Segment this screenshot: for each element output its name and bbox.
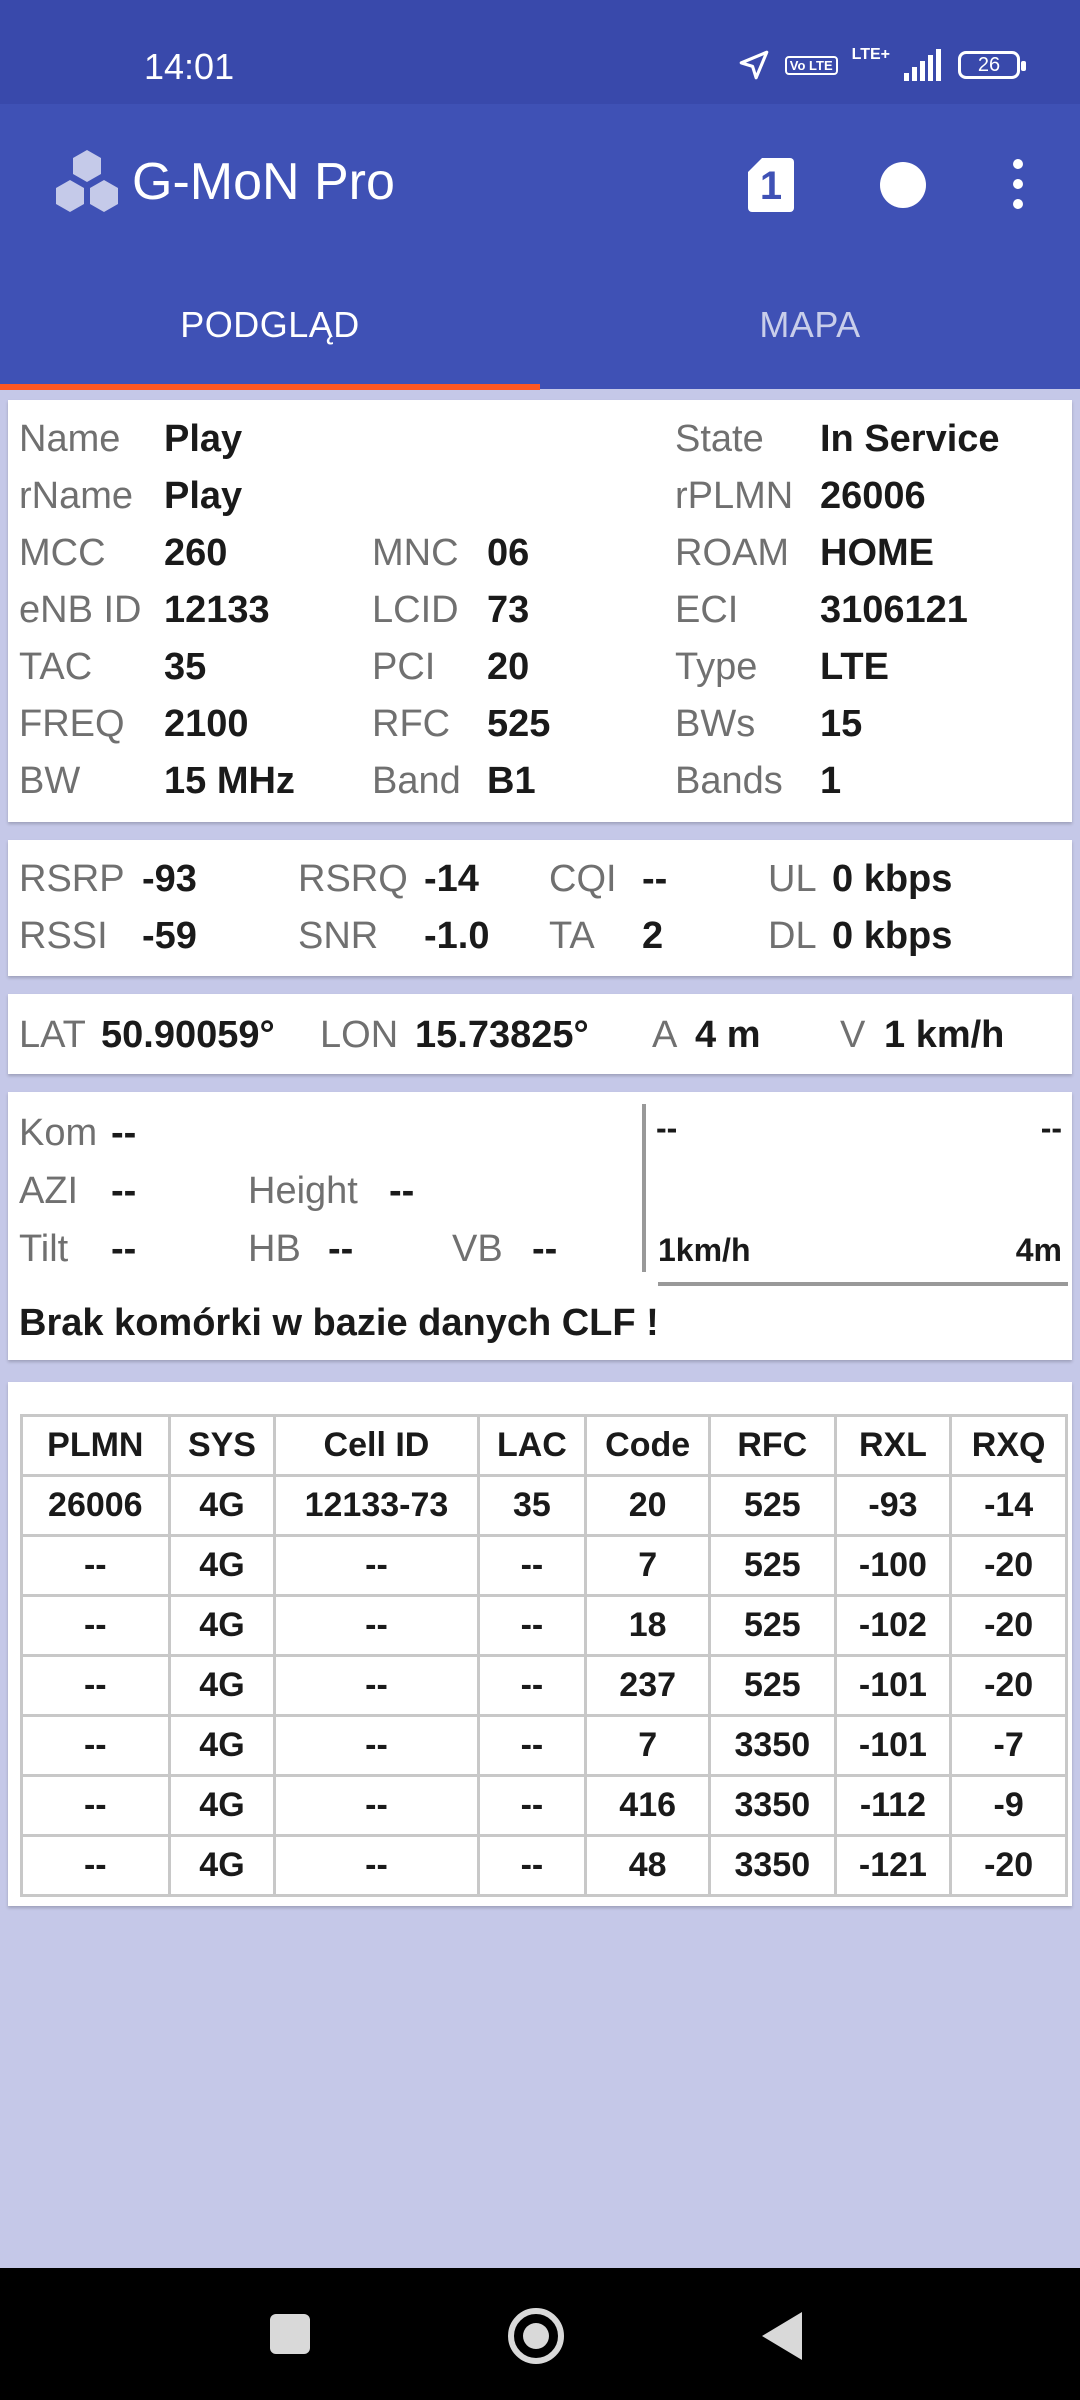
rssi-value: -59 xyxy=(142,915,197,957)
location-card xyxy=(8,994,1072,1074)
mnc-label: MNC xyxy=(372,532,459,574)
band-label: Band xyxy=(372,760,461,802)
table-cell: -101 xyxy=(835,1656,951,1716)
enb-id-value: 12133 xyxy=(164,589,270,631)
vertical-divider xyxy=(642,1104,646,1272)
table-row xyxy=(22,1836,1067,1896)
state-label: State xyxy=(675,418,764,460)
table-cell: 525 xyxy=(710,1536,836,1596)
table-cell: -7 xyxy=(951,1716,1067,1776)
type-label: Type xyxy=(675,646,758,688)
table-cell: -- xyxy=(22,1656,170,1716)
table-cell: -- xyxy=(478,1656,586,1716)
table-cell: 525 xyxy=(710,1596,836,1656)
horizontal-divider xyxy=(658,1282,1068,1286)
table-cell: -102 xyxy=(835,1596,951,1656)
type-value: LTE xyxy=(820,646,889,688)
mnc-value: 06 xyxy=(487,532,530,574)
hb-label: HB xyxy=(248,1228,301,1270)
back-icon[interactable] xyxy=(762,2312,802,2360)
mcc-value: 260 xyxy=(164,532,228,574)
table-row xyxy=(22,1536,1067,1596)
table-cell: -- xyxy=(478,1776,586,1836)
table-cell: 4G xyxy=(169,1776,275,1836)
accuracy-value: 4 m xyxy=(695,1014,761,1056)
tab-map[interactable]: MAPA xyxy=(759,304,861,345)
table-cell: 20 xyxy=(586,1476,710,1536)
signal-icon xyxy=(904,49,944,81)
table-cell: -- xyxy=(22,1536,170,1596)
height-label: Height xyxy=(248,1170,358,1212)
table-cell: -14 xyxy=(951,1476,1067,1536)
speed-value: 1km/h xyxy=(658,1232,751,1268)
status-time: 14:01 xyxy=(144,46,235,87)
kom-value: -- xyxy=(111,1112,137,1154)
tab-overview[interactable]: PODGLĄD xyxy=(180,304,360,345)
table-cell: -20 xyxy=(951,1536,1067,1596)
column-header: SYS xyxy=(169,1416,275,1476)
table-cell: 4G xyxy=(169,1836,275,1896)
status-bar xyxy=(0,0,1080,104)
table-cell: 4G xyxy=(169,1656,275,1716)
state-value: In Service xyxy=(820,418,1000,460)
table-cell: -100 xyxy=(835,1536,951,1596)
table-row xyxy=(22,1656,1067,1716)
vb-value: -- xyxy=(532,1228,558,1270)
table-cell: 4G xyxy=(169,1536,275,1596)
rplmn-label: rPLMN xyxy=(675,475,794,517)
table-cell: -- xyxy=(478,1536,586,1596)
table-cell: 525 xyxy=(710,1656,836,1716)
home-icon[interactable] xyxy=(508,2308,564,2364)
kom-label: Kom xyxy=(19,1112,98,1154)
table-cell: -101 xyxy=(835,1716,951,1776)
tac-label: TAC xyxy=(19,646,93,688)
table-cell: -20 xyxy=(951,1836,1067,1896)
snr-value: -1.0 xyxy=(424,915,490,957)
table-cell: 3350 xyxy=(710,1836,836,1896)
hexagon-logo-icon xyxy=(52,148,122,218)
table-cell: -20 xyxy=(951,1596,1067,1656)
status-icons xyxy=(737,48,1020,82)
snr-label: SNR xyxy=(298,915,379,957)
table-row xyxy=(22,1476,1067,1536)
lcid-value: 73 xyxy=(487,589,530,631)
neighbors-table xyxy=(20,1414,1068,1897)
table-cell: -- xyxy=(275,1776,478,1836)
table-cell: 3350 xyxy=(710,1716,836,1776)
volte-icon: Vo LTE xyxy=(785,56,838,75)
ul-value: 0 kbps xyxy=(832,858,953,900)
tab-indicator xyxy=(0,384,540,390)
table-cell: 3350 xyxy=(710,1776,836,1836)
velocity-label: V xyxy=(840,1014,866,1056)
table-cell: 35 xyxy=(478,1476,586,1536)
lon-value: 15.73825° xyxy=(415,1014,589,1056)
table-cell: 4G xyxy=(169,1716,275,1776)
table-cell: -- xyxy=(275,1716,478,1776)
neighbors-card xyxy=(8,1382,1072,1906)
rfc-label: RFC xyxy=(372,703,451,745)
cqi-label: CQI xyxy=(549,858,617,900)
column-header: Cell ID xyxy=(275,1416,478,1476)
azi-value: -- xyxy=(111,1170,137,1212)
enb-id-label: eNB ID xyxy=(19,589,142,631)
table-cell: 12133-73 xyxy=(275,1476,478,1536)
bw-label: BW xyxy=(19,760,81,802)
cell-info-card xyxy=(8,400,1072,822)
table-cell: -- xyxy=(478,1596,586,1656)
signal-card xyxy=(8,840,1072,976)
rsrq-value: -14 xyxy=(424,858,479,900)
rsrq-label: RSRQ xyxy=(298,858,408,900)
bws-value: 15 xyxy=(820,703,863,745)
band-value: B1 xyxy=(487,760,536,802)
table-cell: -- xyxy=(478,1836,586,1896)
pci-value: 20 xyxy=(487,646,530,688)
column-header: Code xyxy=(586,1416,710,1476)
table-cell: 237 xyxy=(586,1656,710,1716)
accuracy-label: A xyxy=(652,1014,678,1056)
app-bar xyxy=(0,104,1080,389)
location-arrow-icon xyxy=(737,48,771,82)
mcc-label: MCC xyxy=(19,532,106,574)
table-cell: 4G xyxy=(169,1476,275,1536)
table-cell: -112 xyxy=(835,1776,951,1836)
rssi-label: RSSI xyxy=(19,915,108,957)
table-cell: -- xyxy=(275,1836,478,1896)
table-cell: 525 xyxy=(710,1476,836,1536)
table-cell: -- xyxy=(275,1596,478,1656)
tilt-label: Tilt xyxy=(19,1228,69,1270)
column-header: RXQ xyxy=(951,1416,1067,1476)
velocity-value: 1 km/h xyxy=(884,1014,1005,1056)
table-cell: -- xyxy=(22,1836,170,1896)
lat-value: 50.90059° xyxy=(101,1014,275,1056)
table-cell: -9 xyxy=(951,1776,1067,1836)
roam-value: HOME xyxy=(820,532,934,574)
height-value: -- xyxy=(389,1170,415,1212)
rname-label: rName xyxy=(19,475,134,517)
table-cell: -93 xyxy=(835,1476,951,1536)
table-cell: 26006 xyxy=(22,1476,170,1536)
cqi-value: -- xyxy=(642,858,668,900)
network-type: LTE+ xyxy=(851,46,890,63)
rplmn-value: 26006 xyxy=(820,475,926,517)
table-cell: -- xyxy=(22,1716,170,1776)
azi-label: AZI xyxy=(19,1170,79,1212)
table-cell: 18 xyxy=(586,1596,710,1656)
table-cell: 48 xyxy=(586,1836,710,1896)
record-icon[interactable] xyxy=(880,162,926,208)
bands-value: 1 xyxy=(820,760,842,802)
table-row xyxy=(22,1716,1067,1776)
navigation-bar xyxy=(0,2268,1080,2400)
ta-label: TA xyxy=(549,915,595,957)
battery-icon: 26 xyxy=(958,51,1020,79)
clf-message: Brak komórki w bazie danych CLF ! xyxy=(19,1302,659,1344)
rsrp-label: RSRP xyxy=(19,858,125,900)
table-cell: 7 xyxy=(586,1716,710,1776)
rname-value: Play xyxy=(164,475,243,517)
table-cell: -- xyxy=(478,1716,586,1776)
table-cell: -- xyxy=(275,1536,478,1596)
cell-database-card xyxy=(8,1092,1072,1360)
table-cell: -- xyxy=(22,1776,170,1836)
table-row xyxy=(22,1596,1067,1656)
table-cell: 4G xyxy=(169,1596,275,1656)
column-header: RXL xyxy=(835,1416,951,1476)
eci-value: 3106121 xyxy=(820,589,968,631)
tilt-value: -- xyxy=(111,1228,137,1270)
table-header-row xyxy=(22,1416,1067,1476)
hb-value: -- xyxy=(328,1228,354,1270)
column-header: LAC xyxy=(478,1416,586,1476)
table-cell: -- xyxy=(22,1596,170,1656)
eci-label: ECI xyxy=(675,589,739,631)
name-label: Name xyxy=(19,418,121,460)
vb-label: VB xyxy=(452,1228,503,1270)
table-cell: -20 xyxy=(951,1656,1067,1716)
rfc-value: 525 xyxy=(487,703,551,745)
table-row xyxy=(22,1776,1067,1836)
mini-chart-top-left: -- xyxy=(656,1110,678,1146)
lon-label: LON xyxy=(320,1014,399,1056)
lcid-label: LCID xyxy=(372,589,459,631)
bw-value: 15 MHz xyxy=(164,760,295,802)
bws-label: BWs xyxy=(675,703,756,745)
dl-label: DL xyxy=(768,915,817,957)
distance-value: 4m xyxy=(1015,1232,1062,1268)
dl-value: 0 kbps xyxy=(832,915,953,957)
more-vert-icon[interactable] xyxy=(1000,159,1036,211)
ta-value: 2 xyxy=(642,915,664,957)
tac-value: 35 xyxy=(164,646,207,688)
bands-label: Bands xyxy=(675,760,783,802)
table-cell: -121 xyxy=(835,1836,951,1896)
pci-label: PCI xyxy=(372,646,436,688)
mini-chart-top-right: -- xyxy=(1040,1110,1062,1146)
sim-card-icon[interactable]: 1 xyxy=(748,158,794,212)
table-cell: 416 xyxy=(586,1776,710,1836)
recents-icon[interactable] xyxy=(270,2314,310,2354)
rsrp-value: -93 xyxy=(142,858,197,900)
column-header: PLMN xyxy=(22,1416,170,1476)
app-title: G-MoN Pro xyxy=(132,153,395,211)
table-cell: 7 xyxy=(586,1536,710,1596)
freq-value: 2100 xyxy=(164,703,249,745)
column-header: RFC xyxy=(710,1416,836,1476)
ul-label: UL xyxy=(768,858,817,900)
name-value: Play xyxy=(164,418,243,460)
lat-label: LAT xyxy=(19,1014,86,1056)
freq-label: FREQ xyxy=(19,703,125,745)
roam-label: ROAM xyxy=(675,532,789,574)
table-cell: -- xyxy=(275,1656,478,1716)
